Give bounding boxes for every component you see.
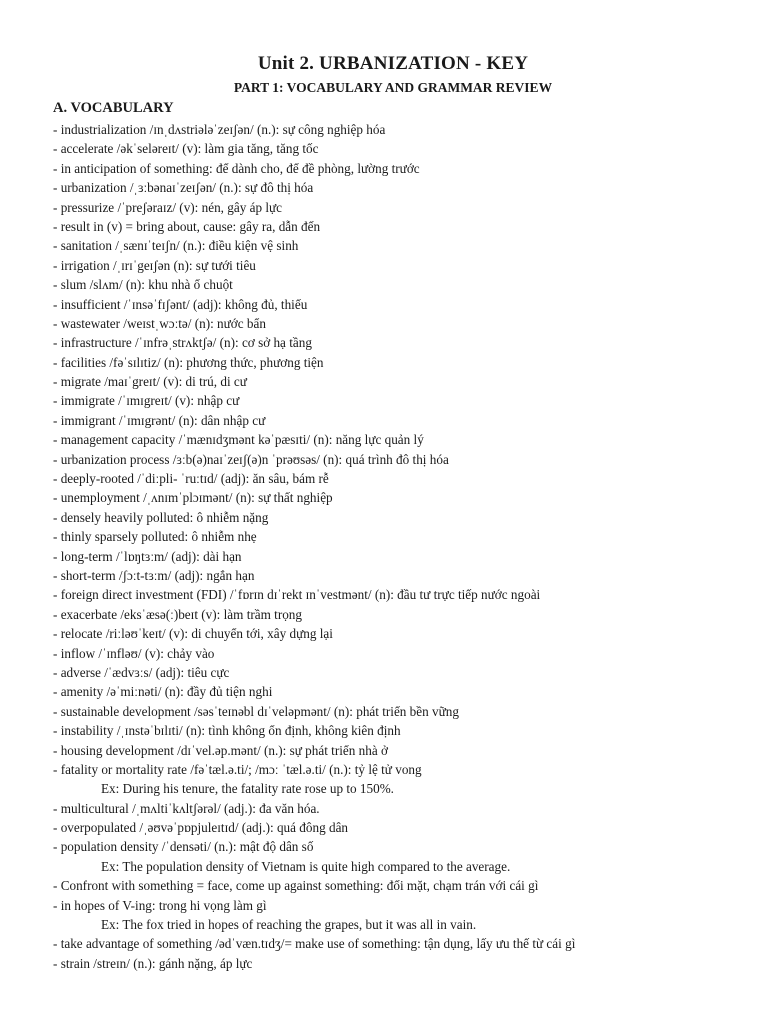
- vocabulary-item: - Confront with something = face, come up against something: đối mặt, chạm trán với cái gì: [53, 878, 539, 894]
- vocabulary-item: - population density /ˈdensəti/ (n.): mật độ dân số: [53, 839, 314, 855]
- vocabulary-item: - immigrant /ˈɪmɪgrənt/ (n): dân nhập cư: [53, 412, 266, 428]
- vocabulary-item: - facilities /fəˈsɪlɪtiz/ (n): phương thức, phương tiện: [53, 354, 324, 370]
- page-title: Unit 2. URBANIZATION - KEY: [257, 53, 529, 74]
- vocabulary-item: - management capacity /ˈmænɪdʒmənt kəˈpæsɪti/ (n): năng lực quản lý: [53, 432, 424, 448]
- vocabulary-item: - deeply-rooted /ˈdiːpli- ˈruːtɪd/ (adj): ăn sâu, bám rễ: [53, 471, 329, 487]
- page-subtitle: PART 1: VOCABULARY AND GRAMMAR REVIEW: [233, 80, 553, 95]
- vocabulary-item: - result in (v) = bring about, cause: gây ra, dẫn đến: [53, 218, 321, 234]
- vocabulary-item: - long-term /ˈlɒŋtɜːm/ (adj): dài hạn: [53, 548, 242, 564]
- vocabulary-item: - short-term /ʃɔːt-tɜːm/ (adj): ngắn hạn: [53, 567, 255, 583]
- vocabulary-list: [53, 120, 753, 973]
- vocabulary-item: - fatality or mortality rate /fəˈtæl.ə.ti/; /mɔː ˈtæl.ə.ti/ (n.): tỷ lệ tử vong: [53, 761, 422, 777]
- vocabulary-item: - sustainable development /səsˈteɪnəbl dɪˈveləpmənt/ (n): phát triển bền vững: [53, 703, 459, 719]
- vocabulary-item: - adverse /ˈædvɜːs/ (adj): tiêu cực: [53, 664, 230, 680]
- example-sentence: Ex: The fox tried in hopes of reaching the grapes, but it was all in vain.: [101, 917, 477, 933]
- vocabulary-item: - accelerate /əkˈseləreɪt/ (v): làm gia tăng, tăng tốc: [53, 141, 319, 157]
- vocabulary-item: - instability /ˌɪnstəˈbɪlɪti/ (n): tình không ổn định, không kiên định: [53, 723, 401, 739]
- vocabulary-item: - overpopulated /ˌəʊvəˈpɒpjuleɪtɪd/ (adj.): quá đông dân: [53, 820, 349, 836]
- vocabulary-item: - slum /slʌm/ (n): khu nhà ổ chuột: [53, 277, 233, 293]
- vocabulary-item: - infrastructure /ˈɪnfrəˌstrʌktʃə/ (n): cơ sở hạ tầng: [53, 335, 312, 351]
- vocabulary-item: - in anticipation of something: để dành cho, để đề phòng, lường trước: [53, 160, 420, 176]
- example-sentence: Ex: During his tenure, the fatality rate rose up to 150%.: [101, 781, 394, 797]
- example-sentence: Ex: The population density of Vietnam is quite high compared to the average.: [101, 858, 511, 874]
- vocabulary-item: - unemployment /ˌʌnɪmˈplɔɪmənt/ (n): sự thất nghiệp: [53, 490, 333, 506]
- vocabulary-item: - thinly sparsely polluted: ô nhiễm nhẹ: [53, 529, 257, 545]
- vocabulary-item: - densely heavily polluted: ô nhiễm nặng: [53, 509, 269, 525]
- vocabulary-item: - irrigation /ˌɪrɪˈgeɪʃən (n): sự tưới tiêu: [53, 257, 256, 273]
- vocabulary-item: - strain /streɪn/ (n.): gánh nặng, áp lực: [53, 955, 253, 971]
- section-heading: A. VOCABULARY: [53, 100, 174, 116]
- vocabulary-item: - wastewater /weɪstˌwɔːtə/ (n): nước bẩn: [53, 315, 266, 331]
- vocabulary-item: - in hopes of V-ing: trong hi vọng làm gì: [53, 897, 267, 913]
- vocabulary-item: - urbanization process /ɜːb(ə)naɪˈzeɪʃ(ə)n ˈprəʊsəs/ (n): quá trình đô thị hóa: [53, 451, 449, 467]
- vocabulary-item: - multicultural /ˌmʌltiˈkʌltʃərəl/ (adj.): đa văn hóa.: [53, 800, 320, 816]
- vocabulary-item: - urbanization /ˌɜːbənaɪˈzeɪʃən/ (n.): sự đô thị hóa: [53, 180, 314, 196]
- vocabulary-item: - housing development /dɪˈvel.əp.mənt/ (n.): sự phát triển nhà ở: [53, 742, 388, 758]
- vocabulary-item: - relocate /riːləʊˈkeɪt/ (v): di chuyển tới, xây dựng lại: [53, 626, 333, 642]
- vocabulary-item: - sanitation /ˌsænɪˈteɪʃn/ (n.): điều kiện vệ sinh: [53, 238, 299, 254]
- vocabulary-item: - amenity /əˈmiːnəti/ (n): đầy đủ tiện nghi: [53, 684, 273, 700]
- vocabulary-item: - pressurize /ˈpreʃəraɪz/ (v): nén, gây áp lực: [53, 199, 283, 215]
- vocabulary-item: - immigrate /ˈɪmɪgreɪt/ (v): nhập cư: [53, 393, 240, 409]
- vocabulary-item: - insufficient /ˈɪnsəˈfɪʃənt/ (adj): không đủ, thiếu: [53, 296, 308, 312]
- vocabulary-item: - exacerbate /eksˈæsə(ː)beɪt (v): làm trầm trọng: [53, 606, 302, 622]
- vocabulary-item: - migrate /maɪˈgreɪt/ (v): di trú, di cư: [53, 374, 247, 390]
- vocabulary-item: - inflow /ˈɪnfləʊ/ (v): chảy vào: [53, 645, 215, 661]
- vocabulary-item: - take advantage of something /ədˈvæn.tɪdʒ/= make use of something: tận dụng, lấy ưu thế từ cái gì: [53, 936, 576, 952]
- vocabulary-item: - industrialization /ɪnˌdʌstriələˈzeɪʃən/ (n.): sự công nghiệp hóa: [53, 122, 386, 137]
- vocabulary-item: - foreign direct investment (FDI) /ˈfɒrɪn dɪˈrekt ɪnˈvestmənt/ (n): đầu tư trực tiếp nước ngoài: [53, 587, 541, 603]
